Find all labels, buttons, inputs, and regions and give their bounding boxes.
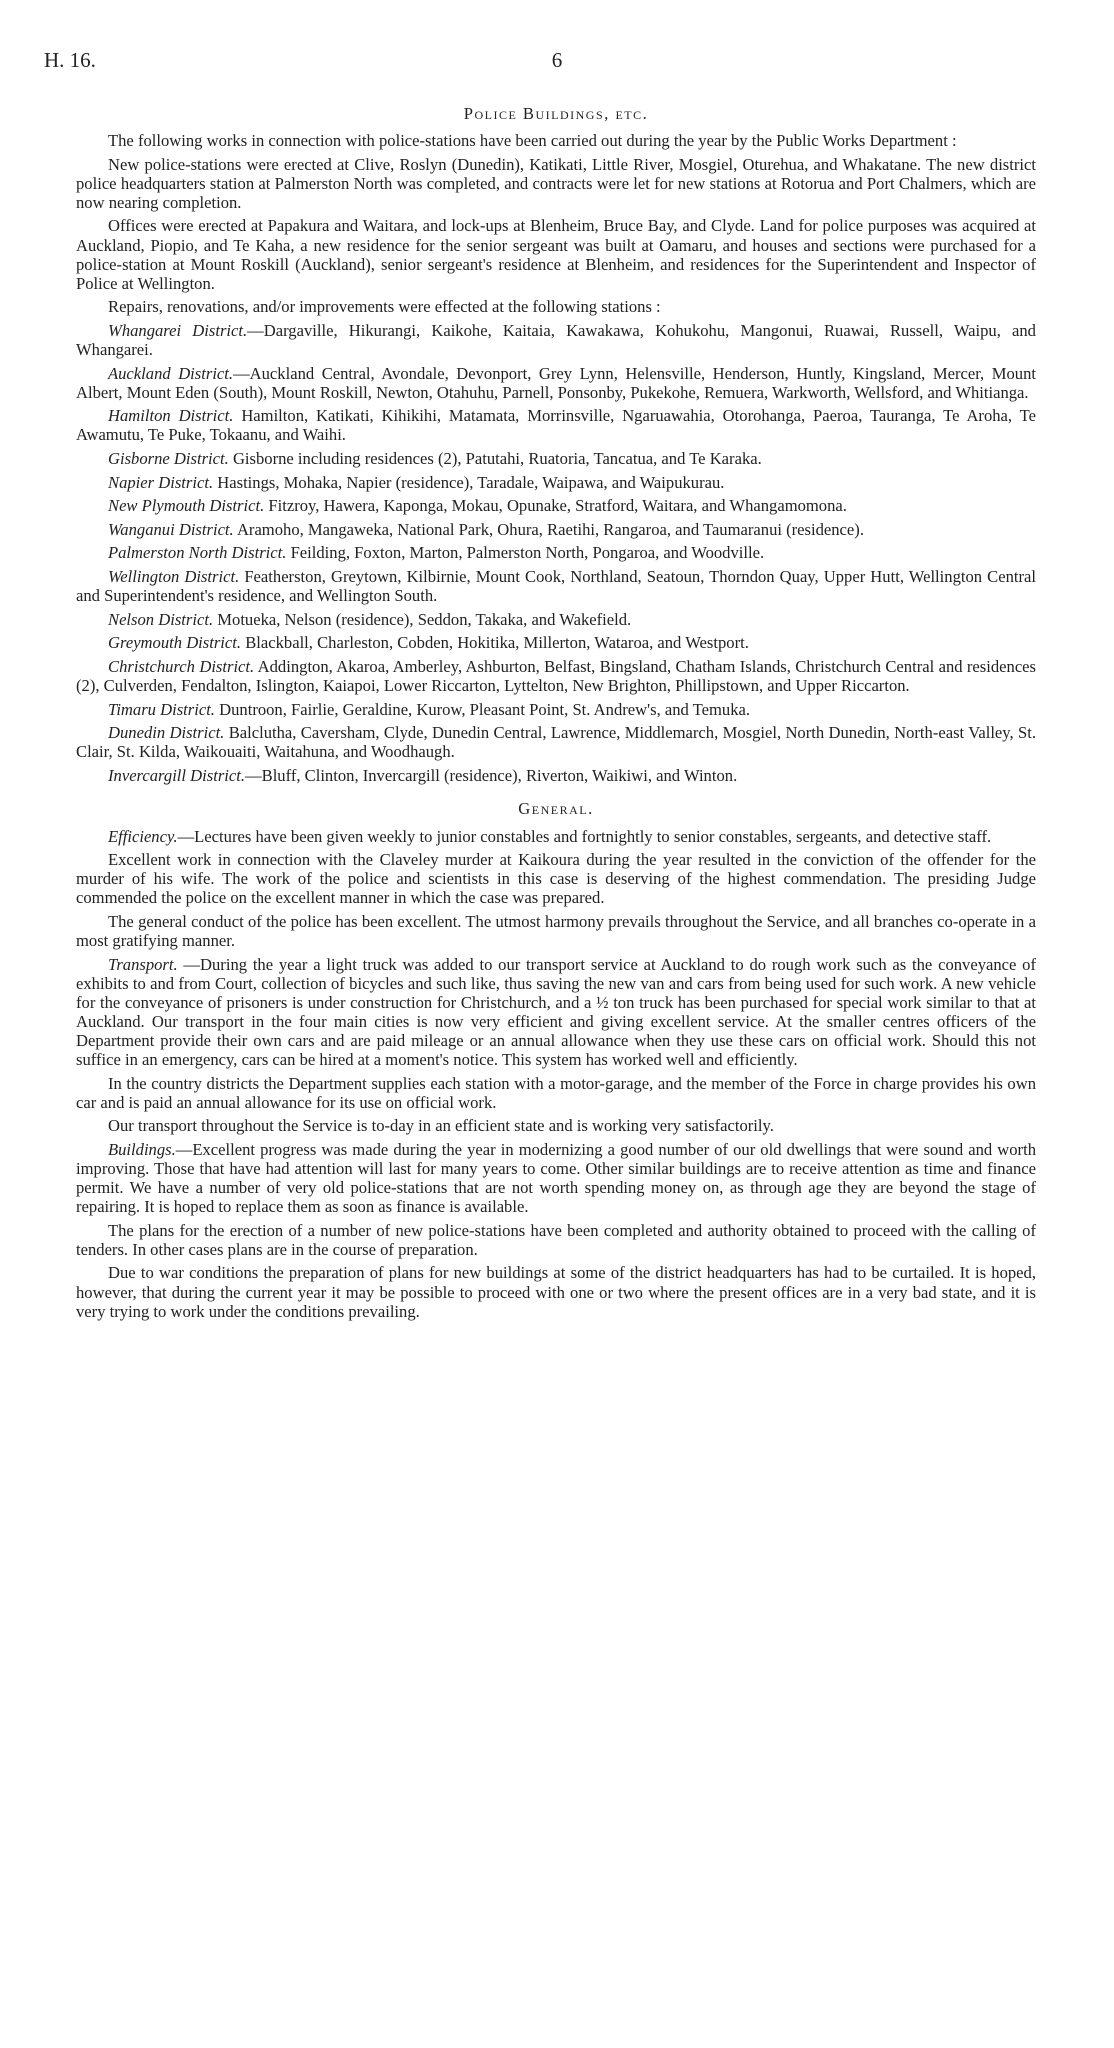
district-entry (76, 723, 1036, 761)
page-number: 6 (551, 48, 563, 72)
district-entry-heading: Napier District. (108, 472, 214, 492)
district-entry-text: Addington, Akaroa, Amberley, Ashburton, Belfast, Bingsland, Chatham Islands, Christchurch Central and residences (2), Culverden, Fendalton, Islington, Kaiapoi, Lower Riccarton, Lyttelton, New Brighton, Phillipstown, and Upper Riccarton. (76, 656, 1037, 695)
general-paragraph-text: Due to war conditions the preparation of plans for new buildings at some of the district headquarters has had to be curtailed. It is hoped, however, that during the current year it may be possible to proceed with one or two where the present offices are in a very bad state, and it is very trying to work under the conditions prevailing. (76, 1263, 1036, 1321)
section-title-police-buildings: Police Buildings, etc. (463, 104, 649, 123)
general-paragraph-separator: — (177, 826, 195, 846)
district-entry-text: Hamilton, Katikati, Kihikihi, Matamata, Morrinsville, Ngaruawahia, Otorohanga, Paeroa, Tauranga, Te Aroha, Te Awamutu, Te Puke, Tokaanu, and Waihi. (76, 406, 1036, 445)
page-content (76, 104, 1036, 1325)
general-paragraph-text: Lectures have been given weekly to junior constables and fortnightly to senior constables, sergeants, and detective staff. (194, 826, 992, 846)
district-entry-text: Feilding, Foxton, Marton, Palmerston North, Pongaroa, and Woodville. (290, 543, 765, 563)
general-paragraph (76, 1074, 1036, 1112)
general-paragraph (76, 912, 1036, 950)
district-entry (76, 700, 1036, 719)
district-entry-text: Gisborne including residences (2), Patutahi, Ruatoria, Tancatua, and Te Karaka. (232, 449, 762, 468)
district-entry (76, 657, 1036, 695)
general-paragraph (76, 1140, 1036, 1216)
district-entry-heading: Palmerston North District. (108, 543, 287, 563)
district-entry-text: Featherston, Greytown, Kilbirnie, Mount Cook, Northland, Seatoun, Thorndon Quay, Upper Hutt, Wellington Central and Superintendent's residence, and Wellington South. (76, 566, 1036, 606)
general-paragraph-text: The plans for the erection of a number of new police-stations have been completed and authority obtained to proceed with the calling of tenders. In other cases plans are in the course of preparation. (76, 1220, 1036, 1259)
district-entry-separator: — (233, 363, 250, 383)
district-entry-heading: New Plymouth District. (108, 496, 265, 516)
district-entry-text: Auckland Central, Avondale, Devonport, Grey Lynn, Helensville, Henderson, Huntly, Kingsland, Mercer, Mount Albert, Mount Eden (South), Mount Roskill, Newton, Otahuhu, Parnell, Ponsonby, Pukekohe, Remuera, Warkworth, Wellsford, and Whitianga. (76, 363, 1036, 402)
general-paragraph-separator: — (175, 1139, 193, 1159)
district-entry-heading: Hamilton District. (108, 406, 234, 426)
district-entry-heading: Gisborne District. (108, 449, 229, 468)
district-entry-text: Hastings, Mohaka, Napier (residence), Taradale, Waipawa, and Waipukurau. (217, 472, 725, 492)
general-section (76, 827, 1036, 1321)
general-paragraph-heading: Transport. (108, 954, 178, 974)
district-entry-heading: Nelson District. (108, 609, 214, 629)
general-paragraph-text: The general conduct of the police has been excellent. The utmost harmony prevails throughout the Service, and all branches co-operate in a most gratifying manner. (76, 911, 1036, 950)
district-entry-heading: Whangarei District. (108, 320, 248, 340)
district-entry-text: Aramoho, Mangaweka, National Park, Ohura, Raetihi, Rangaroa, and Taumaranui (residence). (236, 519, 864, 539)
paragraph-new-stations: New police-stations were erected at Clive, Roslyn (Dunedin), Katikati, Little River, Mosgiel, Oturehua, and Whakatane. The new district police headquarters station at Palmerston North was completed, and contracts were let for new stations at Rotorua and Port Chalmers, which are now nearing completion. (76, 154, 1036, 212)
district-entry-text: Fitzroy, Hawera, Kaponga, Mokau, Opunake, Stratford, Waitara, and Whangamomona. (268, 496, 847, 516)
district-list (76, 321, 1036, 785)
district-entry-heading: Wellington District. (108, 566, 240, 586)
district-entry-text: Motueka, Nelson (residence), Seddon, Takaka, and Wakefield. (217, 609, 632, 629)
district-entry (76, 766, 1036, 785)
district-entry (76, 364, 1036, 402)
general-paragraph (76, 1116, 1036, 1135)
district-entry-text: Balclutha, Caversham, Clyde, Dunedin Central, Lawrence, Middlemarch, Mosgiel, North Dunedin, North-east Valley, St. Clair, St. Kilda, Waikouaiti, Waitahuna, and Woodhaugh. (76, 723, 1036, 762)
district-entry-heading: Auckland District. (108, 363, 234, 383)
general-paragraph (76, 850, 1036, 907)
district-entry (76, 321, 1036, 359)
district-entry-heading: Greymouth District. (108, 633, 242, 653)
general-paragraph (76, 827, 1036, 846)
general-paragraph-text: In the country districts the Department supplies each station with a motor-garage, and the member of the Force in charge provides his own car and is paid an annual allowance for its use on official work. (76, 1073, 1036, 1112)
general-paragraph-text: Excellent progress was made during the year in modernizing a good number of our old dwellings that were sound and worth improving. Those that have had attention will last for many years to come. Other similar buildings are to receive attention as time and finance permit. We have a number of very old police-stations that are not worth spending money on, as through age they are beyond the stage of repairing. It is hoped to replace them as soon as finance is available. (76, 1139, 1036, 1217)
general-paragraph-heading: Efficiency. (108, 826, 178, 846)
district-entry-heading: Christchurch District. (108, 656, 255, 676)
district-entry-separator: — (247, 320, 264, 340)
paragraph-intro: The following works in connection with police-stations have been carried out during the year by the Public Works Department : (108, 131, 957, 151)
district-entry (76, 610, 1036, 629)
paragraph-repairs: Repairs, renovations, and/or improvements were effected at the following stations : (108, 297, 661, 317)
district-entry (76, 449, 1036, 468)
general-paragraph-text: Excellent work in connection with the Claveley murder at Kaikoura during the year resulted in the conviction of the offender for the murder of his wife. The work of the police and scientists in this case is deserving of the highest commendation. The presiding Judge commended the police on the excellent manner in which the case was prepared. (76, 850, 1036, 908)
document-reference: H. 16. (44, 48, 96, 72)
page-header (44, 48, 1070, 78)
district-entry-text: Blackball, Charleston, Cobden, Hokitika, Millerton, Wataroa, and Westport. (245, 633, 749, 653)
district-entry (76, 520, 1036, 539)
general-paragraph-text: Our transport throughout the Service is to-day in an efficient state and is working very satisfactorily. (108, 1116, 774, 1136)
district-entry-heading: Dunedin District. (108, 723, 225, 743)
district-entry (76, 406, 1036, 444)
district-entry (76, 633, 1036, 652)
section-title-general: General. (518, 799, 594, 819)
general-paragraph (76, 1221, 1036, 1259)
district-entry-heading: Wanganui District. (108, 519, 234, 539)
general-paragraph (76, 955, 1036, 1070)
general-paragraph-separator: — (177, 954, 201, 974)
district-entry (76, 567, 1036, 605)
district-entry (76, 496, 1036, 515)
district-entry-text: Dargaville, Hikurangi, Kaikohe, Kaitaia, Kawakawa, Kohukohu, Mangonui, Ruawai, Russell, Waipu, and Whangarei. (76, 320, 1036, 360)
district-entry-heading: Invercargill District. (108, 765, 246, 785)
general-paragraph-text: During the year a light truck was added to our transport service at Auckland to do rough work such as the conveyance of exhibits to and from Court, collection of bicycles and such like, thus saving the new van and cars from being used for such work. A new vehicle for the conveyance of prisoners is under construction for Christchurch, and a ½ ton truck has been purchased for special work similar to that at Auckland. Our transport in the four main cities is now very efficient and giving excellent service. At the smaller centres officers of the Department provide their own cars and are paid mileage or an annual allowance when they use these cars on official work. Should this not suffice in an emergency, cars can be hired at a moment's notice. This system has worked well and efficiently. (76, 954, 1036, 1070)
district-entry-text: Bluff, Clinton, Invercargill (residence), Riverton, Waikiwi, and Winton. (261, 765, 738, 785)
district-entry-separator: — (245, 765, 262, 785)
district-entry-heading: Timaru District. (108, 699, 215, 719)
district-entry (76, 543, 1036, 562)
district-entry-text: Duntroon, Fairlie, Geraldine, Kurow, Pleasant Point, St. Andrew's, and Temuka. (219, 699, 751, 719)
general-paragraph-heading: Buildings. (108, 1139, 176, 1159)
general-paragraph (76, 1263, 1036, 1320)
district-entry (76, 473, 1036, 492)
paragraph-offices: Offices were erected at Papakura and Waitara, and lock-ups at Blenheim, Bruce Bay, and Clyde. Land for police purposes was acquired at Auckland, Piopio, and Te Kaha, a new residence for the senior sergeant was built at Oamaru, and houses and sections were purchased for a police-station at Mount Roskill (Auckland), senior sergeant's residence at Blenheim, and residences for the Superintendent and Inspector of Police at Wellington. (76, 216, 1036, 293)
